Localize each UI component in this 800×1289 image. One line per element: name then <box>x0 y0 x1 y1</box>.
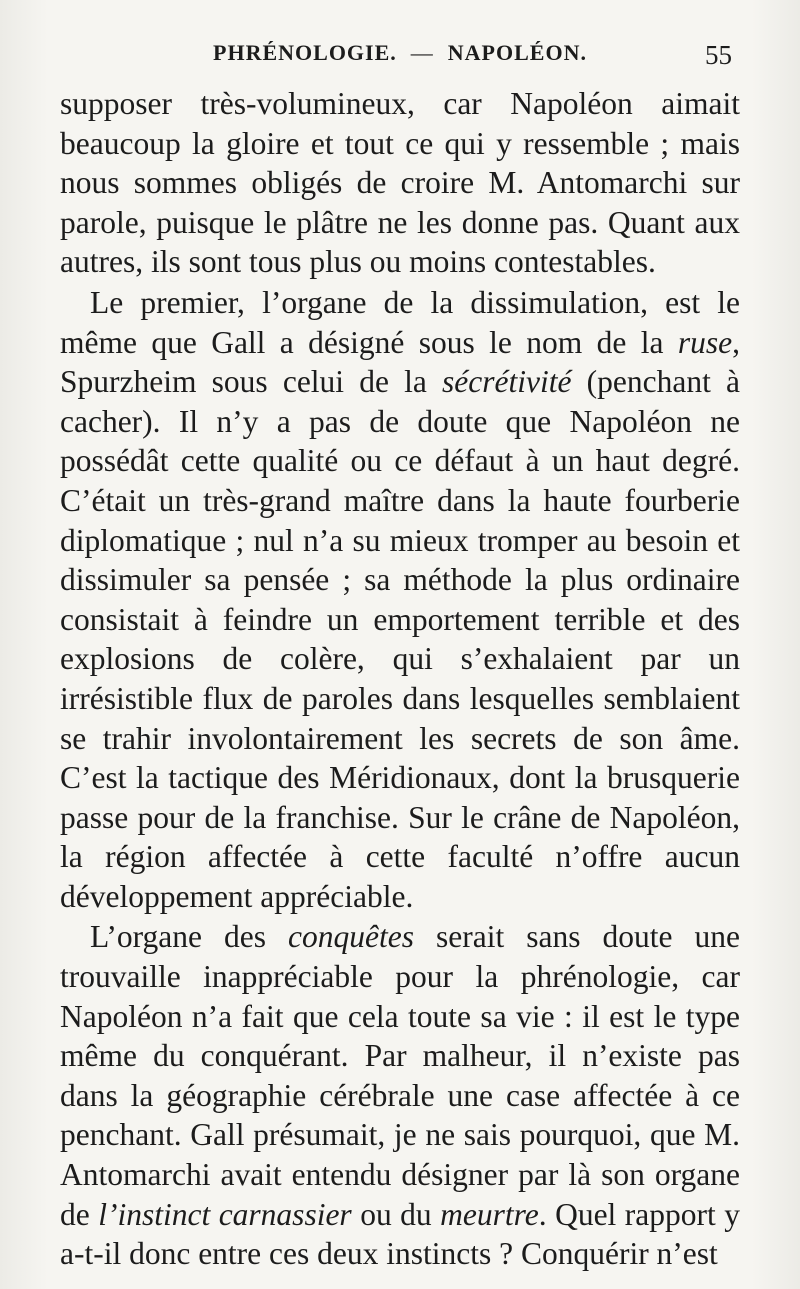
paragraph-3 <box>60 917 740 1273</box>
page-number: 55 <box>705 40 732 70</box>
body-text <box>60 84 740 1274</box>
italic-term-instinct-carnassier: l’instinct carnassier <box>98 1196 352 1232</box>
text-segment: Le premier, l’organe de la dissimulation, est le même que Gall a désigné sous le nom de la <box>60 284 740 360</box>
paragraph-2 <box>60 283 740 917</box>
text-segment: supposer très-volumineux, car Napoléon aimait beaucoup la gloire et tout ce qui y ressemble ; mais nous sommes obligés de croire M. Antomarchi sur parole, puisque le plâtre ne les donne pas. Quant aux autres, ils sont tous plus ou moins contestables. <box>60 86 740 280</box>
running-head <box>60 40 740 84</box>
text-segment: serait sans doute une trouvaille inappréciable pour la phrénologie, car Napoléon n’a fait que cela toute sa vie : il est le type même du conquérant. Par malheur, il n’existe pas dans la géographie cérébrale une case affectée à ce penchant. Gall présumait, je ne sais pourquoi, que M. Antomarchi avait entendu désigner par là son organe de <box>60 919 740 1232</box>
text-segment: ou du <box>351 1196 441 1232</box>
text-segment: . Quel rapport y a-t-il donc entre ces deux instincts ? Conquérir n’est <box>60 1196 740 1272</box>
italic-term-secretivite: sécrétivité <box>442 364 572 400</box>
running-head-right: NAPOLÉON. <box>447 40 587 65</box>
text-segment: L’organe des <box>90 919 289 955</box>
text-segment: (penchant à cacher). Il n’y a pas de doute que Napoléon ne possédât cette qualité ou ce défaut à un haut degré. C’était un très-grand maître dans la haute fourberie diplomatique ; nul n’a su mieux tromper au besoin et dissimuler sa pensée ; sa méthode la plus ordinaire consistait à feindre un emportement terrible et des explosions de colère, qui s’exhalaient par un irrésistible flux de paroles dans lesquelles semblaient se trahir involontairement les secrets de son âme. C’est la tactique des Méridionaux, dont la brusquerie passe pour de la franchise. Sur le crâne de Napoléon, la région affectée à cette faculté n’offre aucun développement appréciable. <box>60 364 740 914</box>
text-segment: , Spurzheim sous celui de la <box>60 324 740 400</box>
italic-term-meurtre: meurtre <box>440 1196 539 1232</box>
paragraph-1 <box>60 84 740 282</box>
italic-term-ruse: ruse <box>677 324 733 360</box>
running-head-dash: — <box>410 40 434 65</box>
running-head-left: PHRÉNOLOGIE. <box>213 40 397 65</box>
italic-term-conquetes: conquêtes <box>288 919 414 955</box>
